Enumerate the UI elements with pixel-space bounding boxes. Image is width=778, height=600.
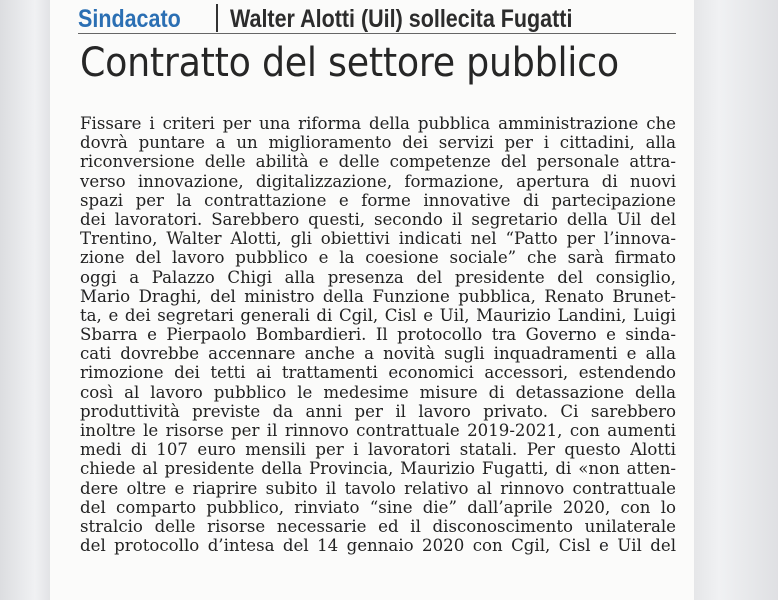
article-line: verso innovazione, digitalizzazione, formazione, apertura di nuovi <box>80 171 676 191</box>
page-gutter-left <box>0 0 50 600</box>
article-line: dei lavoratori. Sarebbero questi, secondo il segretario della Uil del <box>80 209 676 229</box>
article-line: spazi per la contrattazione e forme innovative di partecipazione <box>80 190 676 210</box>
article-line: Mario Draghi, del ministro della Funzione pubblica, Renato Brunet- <box>80 286 676 306</box>
article-line: cati dovrebbe accennare anche a novità sugli inquadramenti e alla <box>80 344 676 364</box>
article-line: riconversione delle abilità e delle competenze del personale attra- <box>80 152 676 172</box>
headline-rule <box>78 33 676 34</box>
article-kicker <box>78 0 678 32</box>
article-line: Fissare i criteri per una riforma della pubblica amministrazione che <box>80 114 676 133</box>
article-headline: Contratto del settore pubblico <box>80 40 619 86</box>
article-line: rimozione dei tetti ai trattamenti economici accessori, estendendo <box>80 363 676 383</box>
page-gutter-right <box>694 0 778 600</box>
article-line: del comparto pubblico, rinviato “sine die” dall’aprile 2020, con lo <box>80 497 676 517</box>
section-label: Sindacato <box>78 5 181 32</box>
kicker-divider <box>216 4 218 32</box>
article-line: Sbarra e Pierpaolo Bombardieri. Il protocollo tra Governo e sinda- <box>80 325 676 345</box>
article-body <box>80 114 676 555</box>
kicker-text: Walter Alotti (Uil) sollecita Fugatti <box>230 5 573 32</box>
article-line: dere oltre e riaprire subito il tavolo relativo al rinnovo contrattuale <box>80 478 676 498</box>
article-line: medi di 107 euro mensili per i lavoratori statali. Per questo Alotti <box>80 440 676 460</box>
article-line: oggi a Palazzo Chigi alla presenza del presidente del consiglio, <box>80 267 676 287</box>
article-line: inoltre le risorse per il rinnovo contrattuale 2019-2021, con aumenti <box>80 421 676 440</box>
article-line: dovrà puntare a un miglioramento dei servizi per i cittadini, alla <box>80 133 676 153</box>
article-line: del protocollo d’intesa del 14 gennaio 2020 con Cgil, Cisl e Uil del <box>80 536 676 556</box>
newspaper-page <box>50 0 694 600</box>
article-line: così al lavoro pubblico le medesime misure di detassazione della <box>80 382 676 402</box>
article-line: produttività previste da anni per il lavoro privato. Ci sarebbero <box>80 401 676 421</box>
article-line: ta, e dei segretari generali di Cgil, Cisl e Uil, Maurizio Landini, Luigi <box>80 305 676 325</box>
article-line: zione del lavoro pubblico e la coesione sociale” che sarà firmato <box>80 248 676 268</box>
article-line: Trentino, Walter Alotti, gli obiettivi indicati nel “Patto per l’innova- <box>80 229 676 249</box>
article-line: stralcio delle risorse necessarie ed il disconoscimento unilaterale <box>80 516 676 536</box>
article-line: chiede al presidente della Provincia, Maurizio Fugatti, di «non atten- <box>80 459 676 479</box>
